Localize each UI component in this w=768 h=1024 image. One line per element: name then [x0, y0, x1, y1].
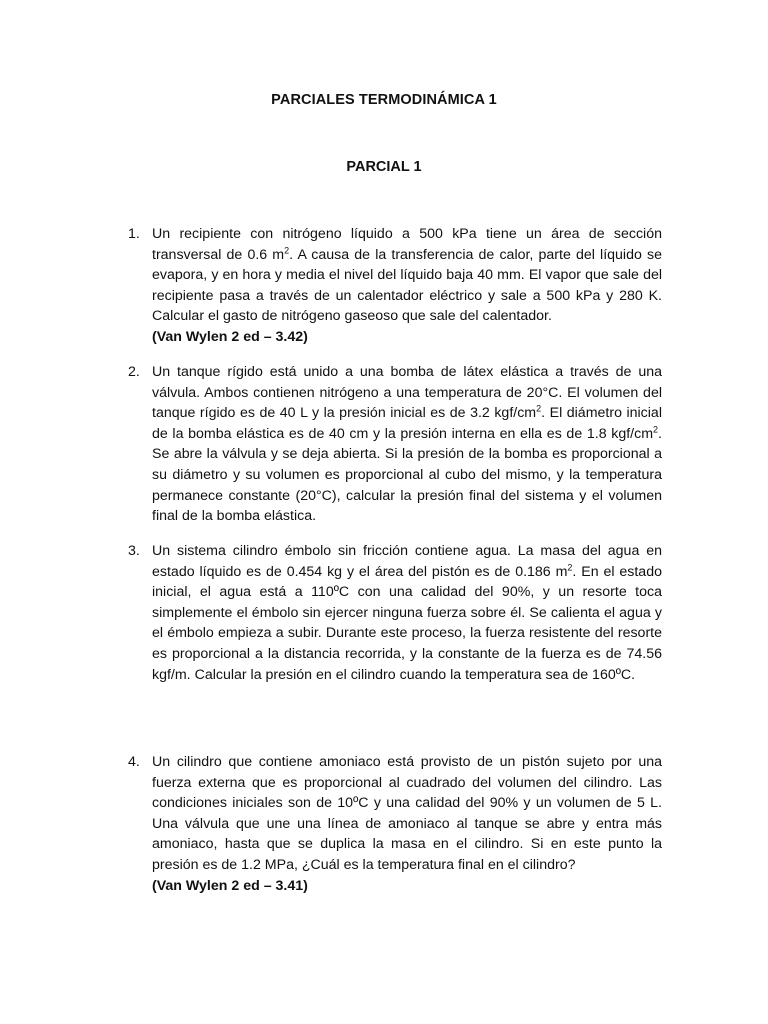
problem-1 [128, 224, 662, 348]
superscript: 2 [567, 561, 573, 572]
problem-text [152, 541, 662, 685]
problem-number: 1. [128, 226, 140, 242]
problem-text-part: . Se abre la válvula y se deja abierta. Si la presión de la bomba es proporcional a su diámetro y su volumen es proporcional al cubo del mismo, y la temperatura permanece constante (20°C), calcular la presión final del sistema y el volumen final de la bomba elástica. [152, 425, 662, 525]
problem-number: 2. [128, 364, 140, 380]
problem-text-part: Un tanque rígido está unido a una bomba de látex elástica a través de una válvula. Ambos contienen nitrógeno a una temperatura de 20°C. El volumen del tanque rígido es de 40 L y la presión inicial es de 3.2 kgf/cm [152, 364, 662, 422]
problem-reference: (Van Wylen 2 ed – 3.42) [152, 328, 308, 345]
problem-reference: (Van Wylen 2 ed – 3.41) [152, 877, 308, 894]
problem-text [152, 224, 662, 348]
problem-text-part: Un recipiente con nitrógeno líquido a 500 kPa tiene un área de sección transversal de 0.6 m [152, 226, 662, 263]
problem-text-part: . El diámetro inicial de la bomba elástica es de 40 cm y la presión interna en ella es de 1.8 kgf/cm [152, 405, 662, 442]
problem-number: 3. [128, 543, 140, 559]
problem-text [152, 752, 662, 896]
problem-text-part: . A causa de la transferencia de calor, parte del líquido se evapora, y en hora y media el nivel del líquido baja 40 mm. El vapor que sale del recipiente pasa a través de un calentador eléctrico y sale a 500 kPa y 280 K. Calcular el gasto de nitrógeno gaseoso que sale del calentador. [152, 246, 662, 325]
problem-text [152, 362, 662, 527]
problem-4 [128, 752, 662, 896]
problem-3 [128, 541, 662, 685]
superscript: 2 [653, 424, 659, 435]
superscript: 2 [284, 244, 290, 255]
problem-text-part: Un cilindro que contiene amoniaco está provisto de un pistón sujeto por una fuerza externa que es proporcional al cuadrado del volumen del cilindro. Las condiciones iniciales son de 10ºC y una calidad del 90% y un volumen de 5 L. Una válvula que une una línea de amoniaco al tanque se abre y entra más amoniaco, hasta que se duplica la masa en el cilindro. Si en este punto la presión es de 1.2 MPa, ¿Cuál es la temperatura final en el cilindro? [152, 754, 662, 873]
superscript: 2 [536, 403, 542, 414]
problem-text-part: . En el estado inicial, el agua está a 110ºC con una calidad del 90%, y un resorte toca simplemente el émbolo sin ejercer ninguna fuerza sobre él. Se calienta el agua y el émbolo empieza a subir. Durante este proceso, la fuerza resistente del resorte es proporcional a la distancia recorrida, y la constante de la fuerza es de 74.56 kgf/m. Calcular la presión en el cilindro cuando la temperatura sea de 160ºC. [152, 563, 662, 683]
problem-number: 4. [128, 754, 140, 770]
problem-text-part: Un sistema cilindro émbolo sin fricción contiene agua. La masa del agua en estado líquido es de 0.454 kg y el área del pistón es de 0.186 m [152, 543, 662, 580]
document-title: PARCIALES TERMODINÁMICA 1 [271, 92, 497, 108]
section-title: PARCIAL 1 [346, 159, 422, 175]
problem-2 [128, 362, 662, 527]
